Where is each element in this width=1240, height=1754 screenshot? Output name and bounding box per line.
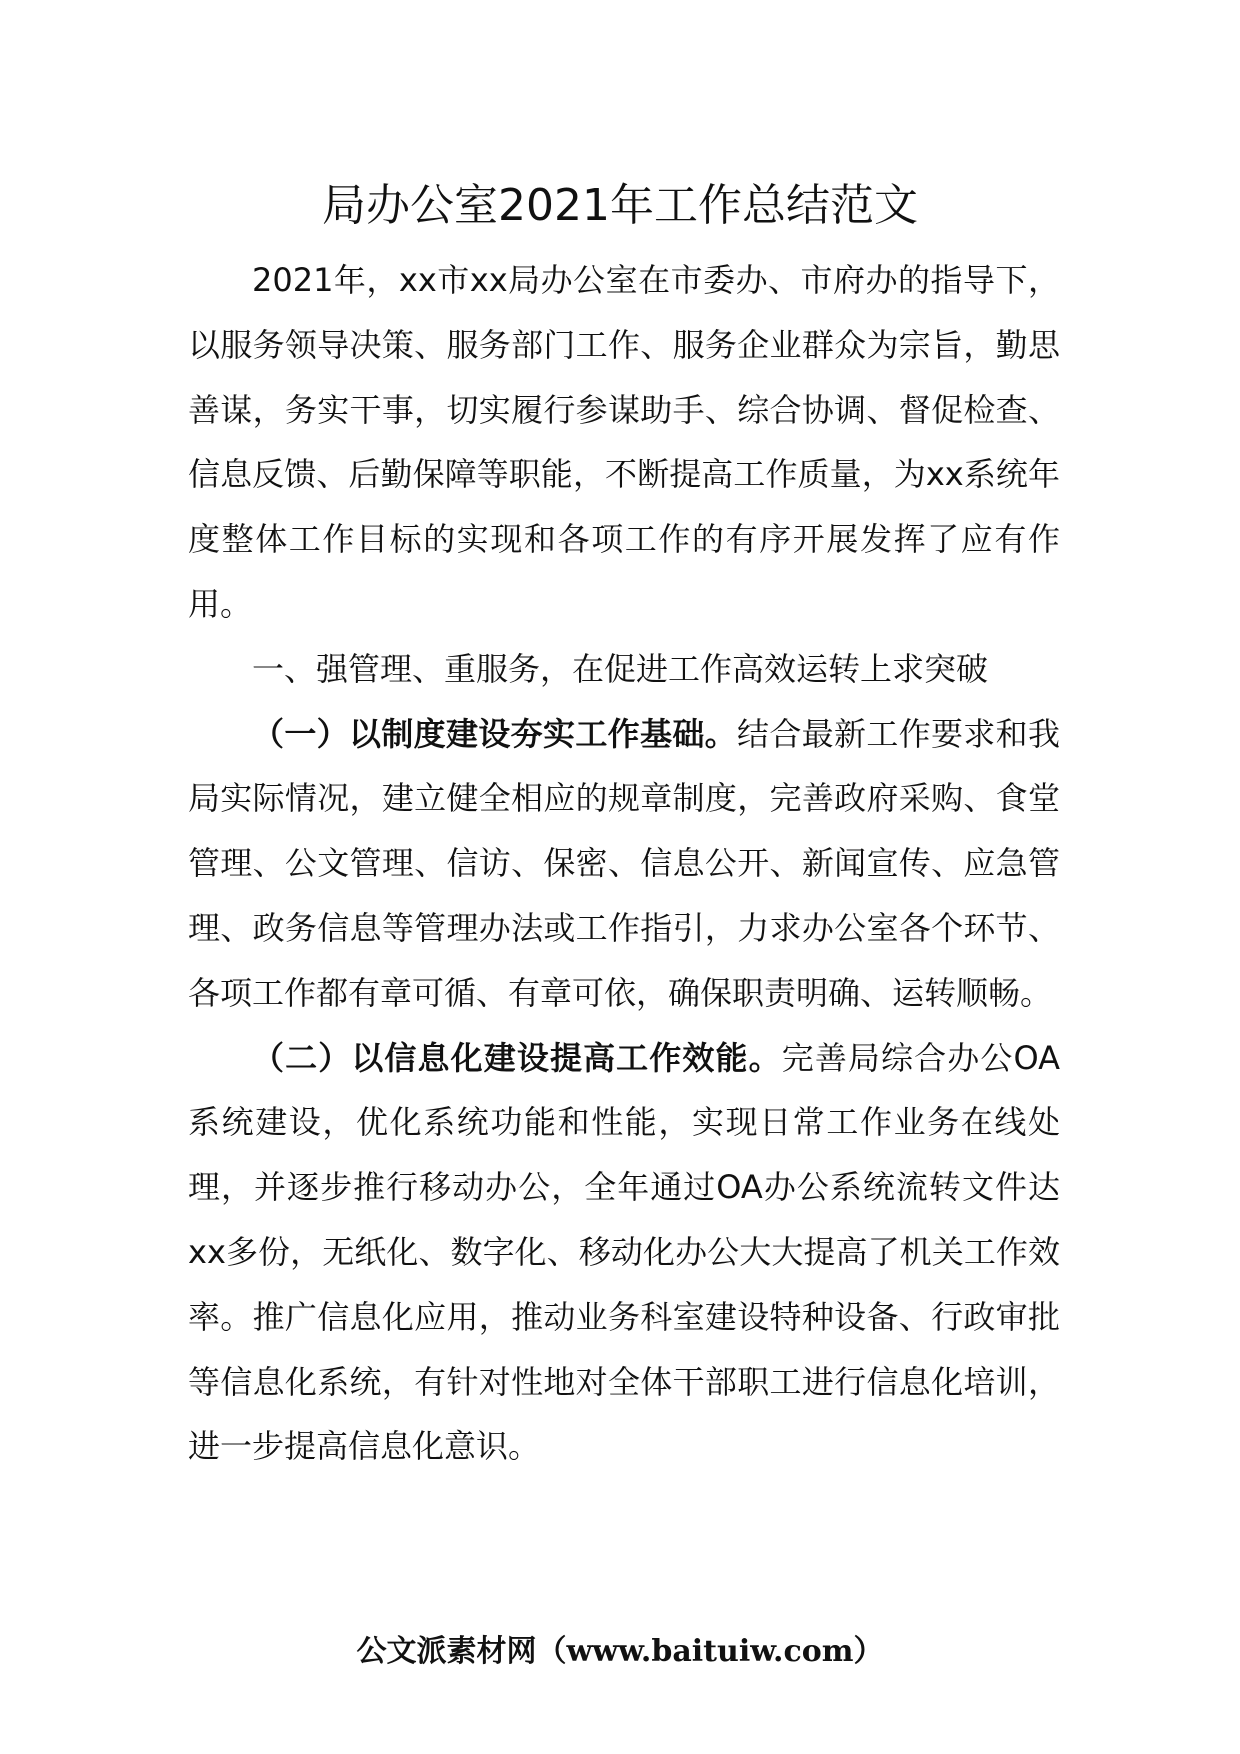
subsection-paragraph-1 bbox=[188, 702, 1060, 1026]
intro-paragraph: 2021年，xx市xx局办公室在市委办、市府办的指导下，以服务领导决策、服务部门工作、服务企业群众为宗旨，勤思善谋，务实干事，切实履行参谋助手、综合协调、督促检查、信息反馈、后勤保障等职能，不断提高工作质量，为xx系统年度整体工作目标的实现和各项工作的有序开展发挥了应有作用。 bbox=[188, 261, 1060, 623]
subsection-text-1: 结合最新工作要求和我局实际情况，建立健全相应的规章制度，完善政府采购、食堂管理、公文管理、信访、保密、信息公开、新闻宣传、应急管理、政务信息等管理办法或工作指引，力求办公室各个环节、各项工作都有章可循、有章可依，确保职责明确、运转顺畅。 bbox=[188, 714, 1060, 1012]
document-title: 局办公室2021年工作总结范文 bbox=[322, 180, 918, 231]
document-body bbox=[188, 248, 1060, 1479]
subsection-paragraph-2 bbox=[188, 1026, 1060, 1480]
subsection-heading-1: （一）以制度建设夯实工作基础。 bbox=[252, 714, 737, 753]
subsection-heading-2: （二）以信息化建设提高工作效能。 bbox=[252, 1038, 782, 1077]
subsection-text-2: 完善局综合办公OA系统建设，优化系统功能和性能，实现日常工作业务在线处理，并逐步推行移动办公，全年通过OA办公系统流转文件达xx多份，无纸化、数字化、移动化办公大大提高了机关工作效率。推广信息化应用，推动业务科室建设特种设备、行政审批等信息化系统，有针对性地对全体干部职工进行信息化培训，进一步提高信息化意识。 bbox=[188, 1038, 1060, 1466]
source-footer: 公文派素材网（www.baituiw.com） bbox=[356, 1634, 884, 1669]
section-heading: 一、强管理、重服务，在促进工作高效运转上求突破 bbox=[252, 649, 989, 688]
